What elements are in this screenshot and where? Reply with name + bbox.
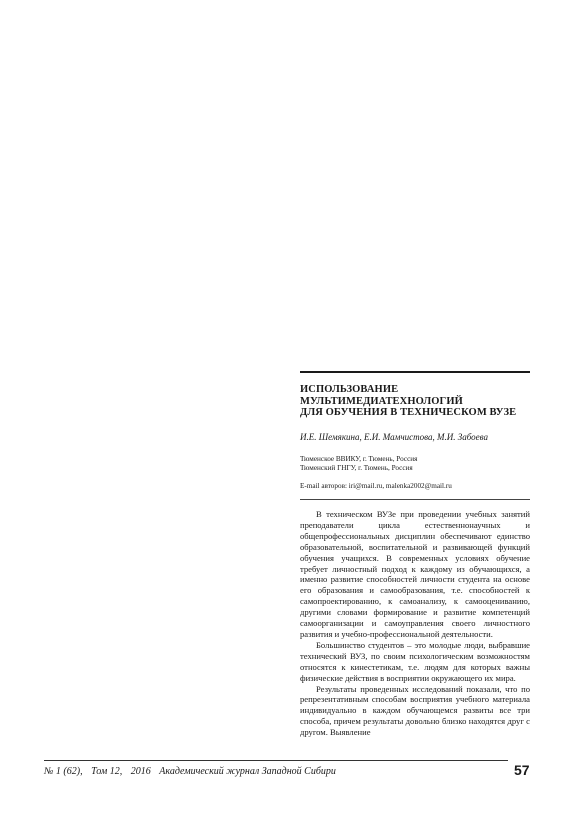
article-title xyxy=(300,384,530,419)
title-line: ИСПОЛЬЗОВАНИЕ xyxy=(300,384,399,395)
affiliation-line: Тюменское ВВИКУ, г. Тюмень, Россия xyxy=(300,454,418,463)
footer-year: 2016 xyxy=(130,766,151,777)
body-paragraph: В техническом ВУЗе при проведении учебных занятий преподаватели цикла естественнонаучных и общепрофессиональных дисциплин обеспечивают единство образовательной, воспитательной и развивающей функций обучения учащихся. В современных условиях обучение требует личностный подход к каждому из обучающихся, а именно развитие способностей личности студента на основе его образования и самообразования, т.е. способностей к самопроектированию, к самоанализу, к самооцениванию, другими словами формирование и развитие компетенций самоорганизации и самоуправления своего личностного развития и учебно-профессиональной деятельности. xyxy=(300,509,530,639)
title-line: МУЛЬТИМЕДИАТЕХНОЛОГИЙ xyxy=(300,395,463,407)
footer-volume: Том 12, xyxy=(91,766,123,777)
title-line: ДЛЯ ОБУЧЕНИЯ В ТЕХНИЧЕСКОМ ВУЗЕ xyxy=(300,407,517,418)
body-paragraph: Большинство студентов – это молодые люди, выбравшие технический ВУЗ, по своим психологическим возможностям относятся к кинестетикам, т.е. людям для которых важны физические действия в восприятии окружающего их мира. xyxy=(300,639,530,683)
page-number: 57 xyxy=(514,762,530,778)
affiliations xyxy=(300,455,530,474)
header-rule xyxy=(300,371,530,373)
footer-journal: Академический журнал Западной Сибири xyxy=(159,766,336,777)
section-divider xyxy=(300,499,530,500)
affiliation-line: Тюменский ГНГУ, г. Тюмень, Россия xyxy=(300,464,413,472)
footer-citation xyxy=(44,766,342,777)
article-authors: И.Е. Шемякина, Е.И. Мамчистова, М.И. Забоева xyxy=(300,431,488,442)
body-paragraph: Результаты проведенных исследований показали, что по репрезентативным способам восприятия учебного материала индивидуально в каждом обучающемся развиты все три способа, причем результаты довольно близко находятся друг с другом. Выявление xyxy=(300,683,530,738)
footer-issue: № 1 (62), xyxy=(44,766,83,777)
footer-rule xyxy=(44,760,508,761)
article-body xyxy=(300,509,530,738)
article-column xyxy=(300,371,530,738)
author-email: E-mail авторов: iri@mail.ru, malenka2002@mail.ru xyxy=(300,481,452,490)
